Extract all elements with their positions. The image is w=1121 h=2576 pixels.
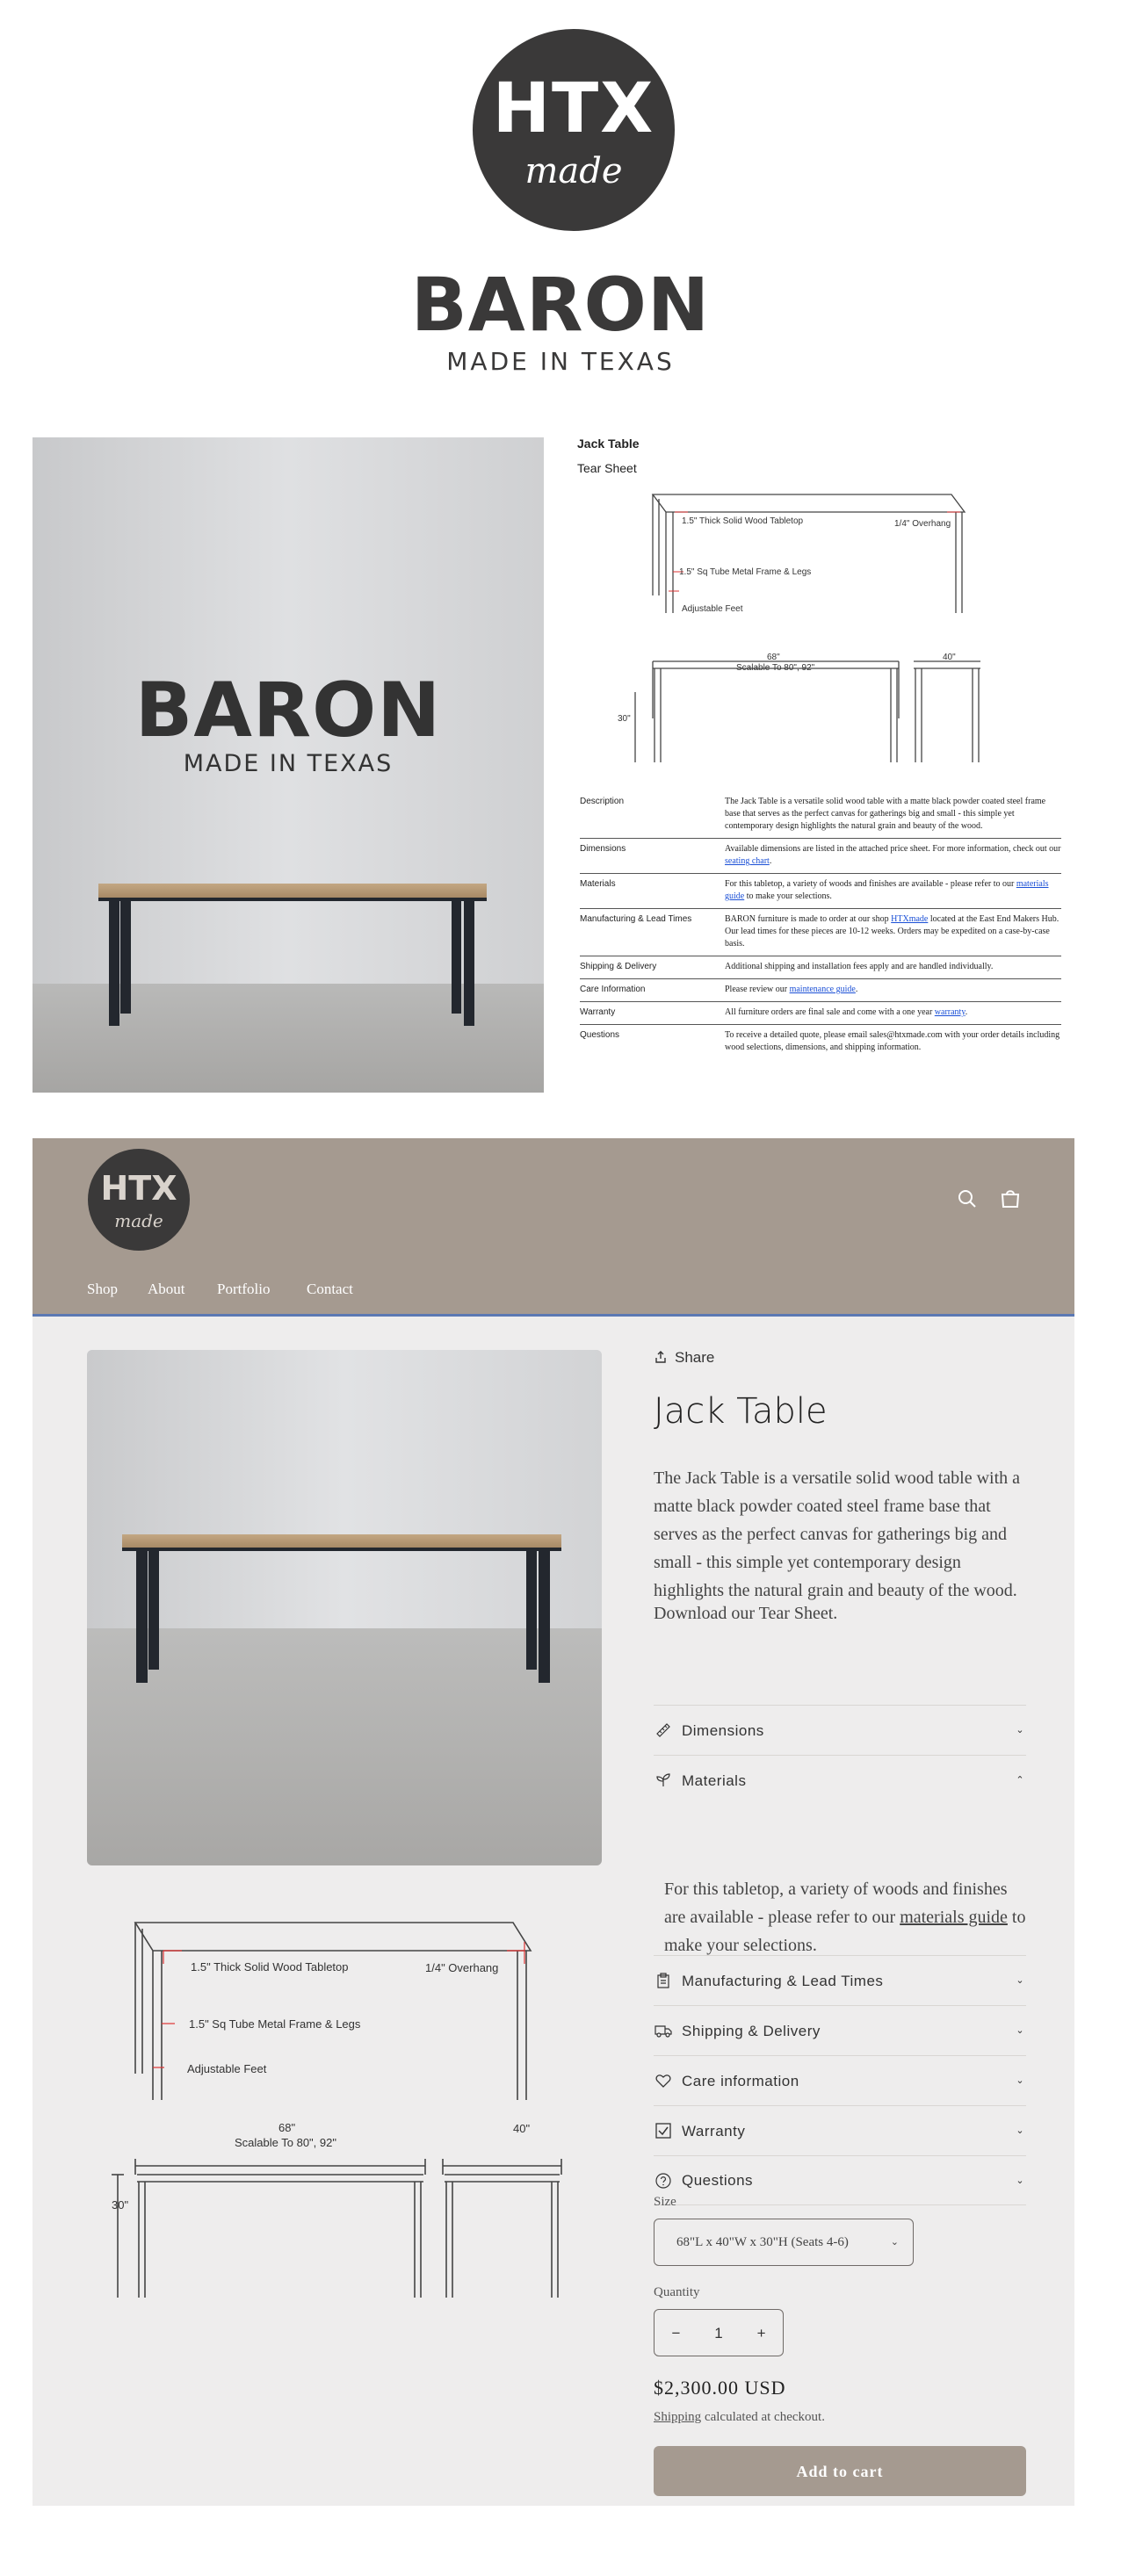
quantity-input[interactable]: 1 xyxy=(714,2324,723,2341)
accordion-manufacturing[interactable]: Manufacturing & Lead Times ⌄ xyxy=(654,1955,1026,2005)
tear-sheet-table xyxy=(580,791,1061,1059)
accordion-materials[interactable]: Materials ⌃ xyxy=(654,1755,1026,1805)
seating-chart-link[interactable]: seating chart xyxy=(725,856,770,866)
site-header xyxy=(33,1138,1074,1317)
question-icon xyxy=(654,2171,673,2190)
logo-htx-text: HTX xyxy=(492,69,655,148)
nav-about[interactable]: About xyxy=(148,1281,185,1297)
callout-frame: 1.5" Sq Tube Metal Frame & Legs xyxy=(679,567,812,577)
chevron-down-icon: ⌄ xyxy=(1016,2125,1024,2136)
add-to-cart-button[interactable]: Add to cart xyxy=(654,2446,1026,2496)
drawing-dim-width: 40" xyxy=(513,2122,531,2135)
share-label: Share xyxy=(675,1349,715,1366)
search-icon[interactable] xyxy=(955,1187,980,1211)
drawing-callout-feet: Adjustable Feet xyxy=(187,2062,267,2075)
accordion-care[interactable]: Care information ⌄ xyxy=(654,2055,1026,2105)
chevron-down-icon: ⌄ xyxy=(1016,2075,1024,2086)
drawing-dim-height: 30" xyxy=(112,2198,129,2212)
logo-made-text: made xyxy=(524,151,623,191)
size-select[interactable] xyxy=(654,2219,914,2266)
size-label: Size xyxy=(654,2195,676,2209)
chevron-down-icon: ⌄ xyxy=(1016,1725,1024,1735)
tear-sheet-subtitle: Tear Sheet xyxy=(577,461,637,475)
header-logo-made: made xyxy=(114,1210,163,1231)
callout-overhang: 1/4" Overhang xyxy=(894,519,951,529)
spec-row: Manufacturing & Lead Times BARON furniture is made to order at our shop HTXmade located at the East End Makers Hub. Our lead times for these pieces are 10-12 weeks. Orders may be expedited on a case-by-case basis. xyxy=(580,909,1061,956)
tear-sheet-title: Jack Table xyxy=(577,437,640,451)
plant-icon xyxy=(654,1771,673,1790)
shipping-link[interactable]: Shipping xyxy=(654,2410,702,2424)
tear-sheet-drawing xyxy=(569,481,1075,789)
accordion-dimensions[interactable]: Dimensions ⌄ xyxy=(654,1705,1026,1755)
spec-row: Materials For this tabletop, a variety of woods and finishes are available - please refer to our materials guide to make your selections. xyxy=(580,874,1061,909)
accordion-warranty[interactable]: Warranty ⌄ xyxy=(654,2105,1026,2155)
baron-tagline: MADE IN TEXAS xyxy=(446,347,675,376)
materials-guide-link[interactable]: materials guide xyxy=(900,1908,1008,1927)
quantity-stepper xyxy=(654,2309,784,2356)
cart-icon[interactable] xyxy=(998,1187,1023,1211)
product-title: Jack Table xyxy=(654,1391,828,1432)
ruler-icon xyxy=(654,1721,673,1740)
hero-photo xyxy=(33,437,544,1093)
nav-contact[interactable]: Contact xyxy=(307,1281,353,1297)
hero-wordmark: BARON xyxy=(134,667,442,754)
product-photo[interactable] xyxy=(87,1350,602,1865)
spec-row: Care Information Please review our maintenance guide. xyxy=(580,979,1061,1002)
header-logo-htx: HTX xyxy=(100,1169,177,1208)
quantity-increase-button[interactable]: + xyxy=(756,2324,766,2341)
htx-made-logo xyxy=(473,29,675,231)
tear-sheet xyxy=(569,437,1075,1096)
materials-body: For this tabletop, a variety of woods and finishes are available - please refer to our materials guide to make your selections. xyxy=(664,1880,1026,1955)
chevron-down-icon: ⌄ xyxy=(1016,1975,1024,1986)
accordion-shipping[interactable]: Shipping & Delivery ⌄ xyxy=(654,2005,1026,2055)
materials-guide-link[interactable]: materials guide xyxy=(725,879,1049,901)
product-photo-table-top xyxy=(122,1534,561,1551)
header-logo[interactable] xyxy=(88,1149,190,1251)
drawing-dim-length: 68" xyxy=(278,2121,296,2134)
dim-scalable: Scalable To 80", 92" xyxy=(736,663,815,673)
baron-wordmark: BARON xyxy=(410,262,711,348)
chevron-down-icon: ⌄ xyxy=(1016,2175,1024,2186)
hero-table-top xyxy=(98,884,487,901)
quantity-label: Quantity xyxy=(654,2285,700,2299)
store-page xyxy=(33,1138,1074,2506)
size-value: 68"L x 40"W x 30"H (Seats 4-6) xyxy=(676,2234,849,2249)
product-description: The Jack Table is a versatile solid wood table with a matte black powder coated steel frame base that serves as the perfect canvas for gatherings big and small - this simple yet contemporary design highlights the natural grain and beauty of the wood. xyxy=(654,1468,1021,1600)
warranty-link[interactable]: warranty xyxy=(934,1007,966,1017)
spec-row: Shipping & Delivery Additional shipping and installation fees apply and are handled individually. xyxy=(580,956,1061,979)
dim-length: 68" xyxy=(767,653,780,662)
nav-portfolio[interactable]: Portfolio xyxy=(217,1281,271,1297)
accordion-questions[interactable]: Questions ⌄ xyxy=(654,2155,1026,2205)
truck-icon xyxy=(654,2021,673,2040)
drawing-dim-scalable: Scalable To 80", 92" xyxy=(235,2136,336,2149)
maintenance-guide-link[interactable]: maintenance guide xyxy=(789,985,856,994)
shipping-note: Shipping calculated at checkout. xyxy=(654,2410,825,2424)
clipboard-icon xyxy=(654,1971,673,1990)
checkbox-icon xyxy=(654,2121,673,2140)
chevron-down-icon: ⌄ xyxy=(890,2236,899,2248)
quantity-decrease-button[interactable]: − xyxy=(671,2324,681,2341)
spec-row: Questions To receive a detailed quote, please email sales@htxmade.com with your order details including wood selections, dimensions, and shipping information. xyxy=(580,1030,1060,1052)
dim-width: 40" xyxy=(943,653,956,662)
spec-row: Dimensions Available dimensions are listed in the attached price sheet. For more information, check out our seating chart. xyxy=(580,839,1061,874)
heart-icon xyxy=(654,2071,673,2090)
callout-feet: Adjustable Feet xyxy=(682,604,743,614)
hero-tagline: MADE IN TEXAS xyxy=(183,750,394,777)
callout-top: 1.5" Thick Solid Wood Tabletop xyxy=(682,516,804,526)
htxmade-link[interactable]: HTXmade xyxy=(891,914,929,924)
spec-row: Warranty All furniture orders are final sale and come with a one year warranty. xyxy=(580,1002,1061,1025)
product-price: $2,300.00 USD xyxy=(654,2377,786,2399)
drawing-callout-frame: 1.5" Sq Tube Metal Frame & Legs xyxy=(189,2017,361,2031)
chevron-down-icon: ⌄ xyxy=(1016,2025,1024,2036)
chevron-up-icon: ⌃ xyxy=(1016,1775,1024,1786)
drawing-callout-top: 1.5" Thick Solid Wood Tabletop xyxy=(191,1960,349,1973)
share-icon xyxy=(654,1350,668,1364)
drawing-callout-overhang: 1/4" Overhang xyxy=(425,1961,499,1974)
tear-sheet-download-link[interactable]: Download our Tear Sheet. xyxy=(654,1604,838,1623)
spec-row: Description The Jack Table is a versatile solid wood table with a matte black powder coated steel frame base that serves as the perfect canvas for gatherings big and small - this simple yet contemporary design highlights the natural grain and beauty of the wood. xyxy=(580,791,1061,839)
share-button[interactable] xyxy=(654,1350,714,1365)
nav-shop[interactable]: Shop xyxy=(87,1281,118,1297)
dim-height: 30" xyxy=(618,714,631,724)
